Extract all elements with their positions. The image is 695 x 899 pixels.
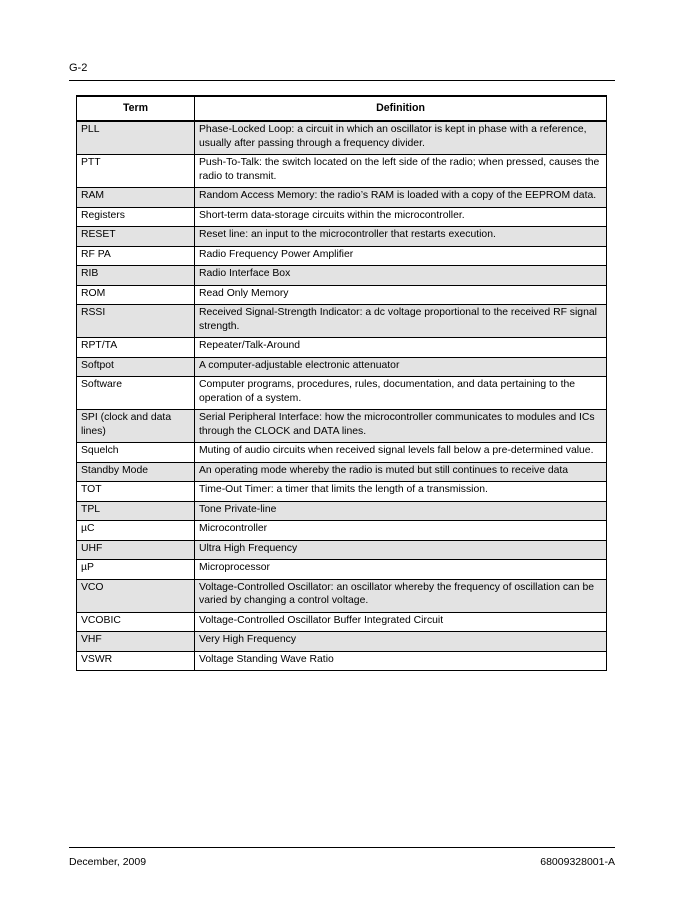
term-cell: VCO xyxy=(77,579,195,612)
term-cell: RESET xyxy=(77,227,195,247)
term-cell: µC xyxy=(77,521,195,541)
term-cell: Softpot xyxy=(77,357,195,377)
term-cell: VHF xyxy=(77,632,195,652)
definition-cell: Tone Private-line xyxy=(195,501,607,521)
term-cell: RAM xyxy=(77,188,195,208)
footer-rule xyxy=(69,847,615,848)
footer-date: December, 2009 xyxy=(69,856,147,868)
table-row xyxy=(77,632,607,652)
term-cell: UHF xyxy=(77,540,195,560)
table-row xyxy=(77,579,607,612)
term-cell: PTT xyxy=(77,155,195,188)
table-row xyxy=(77,305,607,338)
table-row xyxy=(77,266,607,286)
column-header-definition: Definition xyxy=(195,96,607,121)
term-cell: SPI (clock and data lines) xyxy=(77,410,195,443)
definition-cell: Repeater/Talk-Around xyxy=(195,338,607,358)
table-row xyxy=(77,540,607,560)
term-cell: TPL xyxy=(77,501,195,521)
term-cell: RSSI xyxy=(77,305,195,338)
definition-cell: Read Only Memory xyxy=(195,285,607,305)
table-row xyxy=(77,285,607,305)
definition-cell: Microcontroller xyxy=(195,521,607,541)
definition-cell: A computer-adjustable electronic attenuator xyxy=(195,357,607,377)
term-cell: Standby Mode xyxy=(77,462,195,482)
term-cell: VCOBIC xyxy=(77,612,195,632)
table-row xyxy=(77,521,607,541)
table-row xyxy=(77,410,607,443)
table-row xyxy=(77,377,607,410)
table-row xyxy=(77,501,607,521)
definition-cell: Radio Frequency Power Amplifier xyxy=(195,246,607,266)
page-number: G-2 xyxy=(69,62,88,74)
definition-cell: Ultra High Frequency xyxy=(195,540,607,560)
definition-cell: Random Access Memory: the radio’s RAM is loaded with a copy of the EEPROM data. xyxy=(195,188,607,208)
term-cell: PLL xyxy=(77,121,195,155)
definition-cell: Phase-Locked Loop: a circuit in which an oscillator is kept in phase with a reference, usually after passing through a frequency divider. xyxy=(195,121,607,155)
definition-cell: Voltage-Controlled Oscillator Buffer Integrated Circuit xyxy=(195,612,607,632)
definition-cell: Very High Frequency xyxy=(195,632,607,652)
table-row xyxy=(77,482,607,502)
definition-cell: Reset line: an input to the microcontroller that restarts execution. xyxy=(195,227,607,247)
definition-cell: An operating mode whereby the radio is muted but still continues to receive data xyxy=(195,462,607,482)
definition-cell: Voltage-Controlled Oscillator: an oscillator whereby the frequency of oscillation can be varied by changing a control voltage. xyxy=(195,579,607,612)
table-row xyxy=(77,357,607,377)
table-row xyxy=(77,651,607,671)
table-row xyxy=(77,188,607,208)
glossary-body xyxy=(77,121,607,671)
table-row xyxy=(77,338,607,358)
footer-document-number: 68009328001-A xyxy=(540,856,615,868)
term-cell: µP xyxy=(77,560,195,580)
column-header-term: Term xyxy=(77,96,195,121)
glossary-table xyxy=(76,95,607,671)
term-cell: VSWR xyxy=(77,651,195,671)
definition-cell: Computer programs, procedures, rules, documentation, and data pertaining to the operation of a system. xyxy=(195,377,607,410)
term-cell: Software xyxy=(77,377,195,410)
definition-cell: Microprocessor xyxy=(195,560,607,580)
term-cell: ROM xyxy=(77,285,195,305)
term-cell: RPT/TA xyxy=(77,338,195,358)
definition-cell: Short-term data-storage circuits within the microcontroller. xyxy=(195,207,607,227)
table-header-row xyxy=(77,96,607,121)
definition-cell: Push-To-Talk: the switch located on the left side of the radio; when pressed, causes the radio to transmit. xyxy=(195,155,607,188)
term-cell: Squelch xyxy=(77,443,195,463)
definition-cell: Serial Peripheral Interface: how the microcontroller communicates to modules and ICs through the CLOCK and DATA lines. xyxy=(195,410,607,443)
table-row xyxy=(77,121,607,155)
term-cell: Registers xyxy=(77,207,195,227)
term-cell: RF PA xyxy=(77,246,195,266)
term-cell: TOT xyxy=(77,482,195,502)
definition-cell: Received Signal-Strength Indicator: a dc voltage proportional to the received RF signal strength. xyxy=(195,305,607,338)
table-row xyxy=(77,443,607,463)
table-row xyxy=(77,207,607,227)
table-row xyxy=(77,246,607,266)
definition-cell: Muting of audio circuits when received signal levels fall below a pre-determined value. xyxy=(195,443,607,463)
header-rule xyxy=(69,80,615,81)
definition-cell: Radio Interface Box xyxy=(195,266,607,286)
definition-cell: Voltage Standing Wave Ratio xyxy=(195,651,607,671)
term-cell: RIB xyxy=(77,266,195,286)
table-row xyxy=(77,227,607,247)
definition-cell: Time-Out Timer: a timer that limits the length of a transmission. xyxy=(195,482,607,502)
table-row xyxy=(77,462,607,482)
table-row xyxy=(77,612,607,632)
table-row xyxy=(77,155,607,188)
table-row xyxy=(77,560,607,580)
